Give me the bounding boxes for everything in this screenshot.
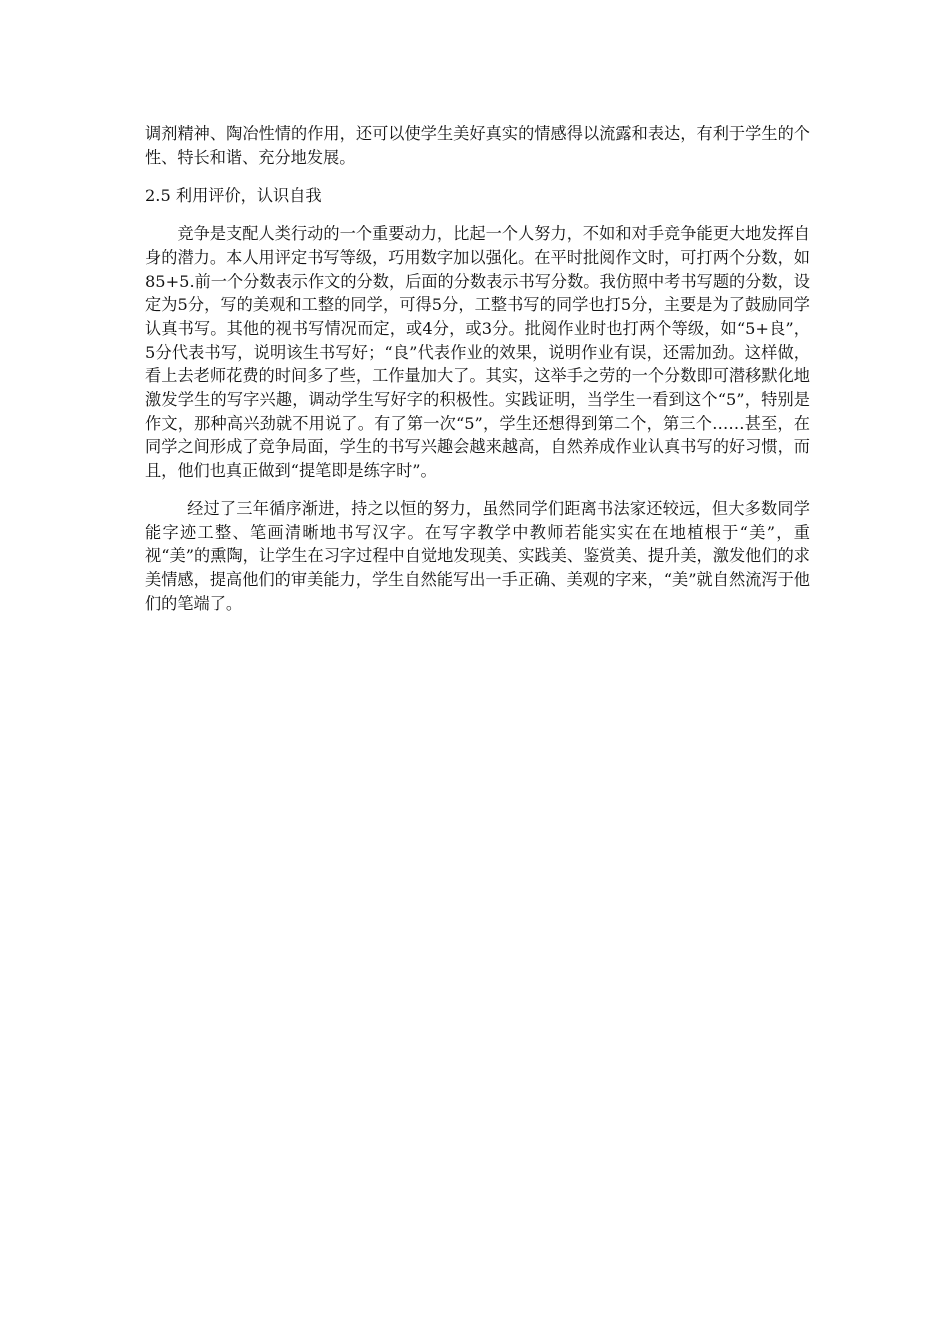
section-heading: 2.5 利用评价，认识自我 <box>145 186 322 206</box>
paragraph-evaluation: 竞争是支配人类行动的一个重要动力，比起一个人努力，不如和对手竞争能更大地发挥自身的潜力。本人用评定书写等级，巧用数字加以强化。在平时批阅作文时，可打两个分数，如85+5.前一个分数表示作文的分数，后面的分数表示书写分数。我仿照中考书写题的分数，设定为5分，写的美观和工整的同学，可得5分，工整书写的同学也打5分，主要是为了鼓励同学认真书写。其他的视书写情况而定，或4分，或3分。批阅作业时也打两个等级，如“5+良”，5分代表书写，说明该生书写好；“良”代表作业的效果，说明作业有误，还需加劲。这样做，看上去老师花费的时间多了些，工作量加大了。其实，这举手之劳的一个分数即可潜移默化地激发学生的写字兴趣，调动学生写好字的积极性。实践证明，当学生一看到这个“5”，特别是作文，那种高兴劲就不用说了。有了第一次“5”，学生还想得到第二个，第三个……甚至，在同学之间形成了竞争局面，学生的书写兴趣会越来越高，自然养成作业认真书写的好习惯，而且，他们也真正做到“提笔即是练字时”。 <box>145 224 810 481</box>
paragraph-conclusion: 经过了三年循序渐进，持之以恒的努力，虽然同学们距离书法家还较远，但大多数同学能字迹工整、笔画清晰地书写汉字。在写字教学中教师若能实实在在地植根于“美”，重视“美”的熏陶，让学生在习字过程中自觉地发现美、实践美、鉴赏美、提升美，激发他们的求美情感，提高他们的审美能力，学生自然能写出一手正确、美观的字来，“美”就自然流泻于他们的笔端了。 <box>145 498 810 613</box>
paragraph-continued: 调剂精神、陶冶性情的作用，还可以使学生美好真实的情感得以流露和表达，有利于学生的个性、特长和谐、充分地发展。 <box>145 124 810 167</box>
document-page <box>145 122 810 615</box>
